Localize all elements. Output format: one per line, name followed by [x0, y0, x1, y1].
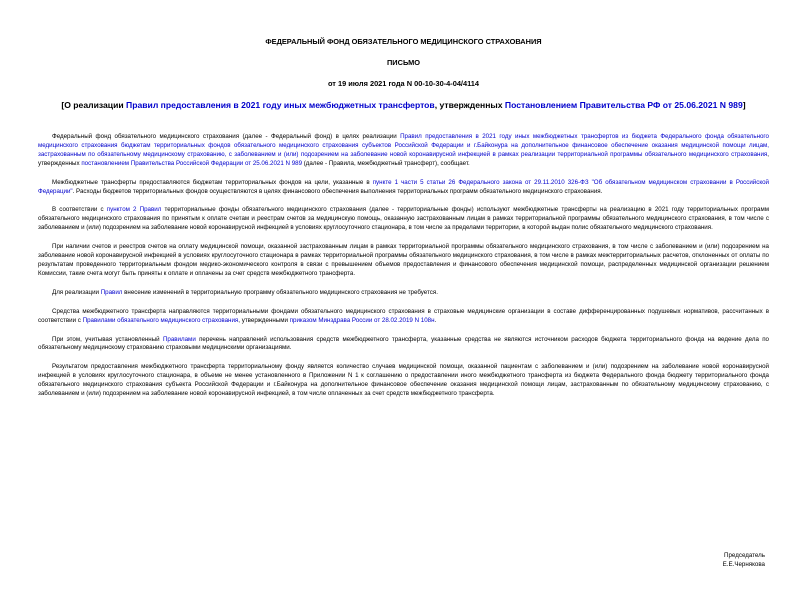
- paragraph-3-text-b: территориальные фонды обязательного медицинского страхования (далее - территориальные фонды) используют межбюджетные трансферты на реализацию в 2021 году территориальных программ обязательного медицинского страхования по принятым к оплате счетам и реестрам счетов за медицинскую помощь, оказанную застрахованным лицам в рамках территориальной программы обязательного медицинского страхования, в том числе с заболеванием и (или) подозрением на заболевание новой коронавирусной инфекцией в условиях круглосуточного стационара, в том числе за пределами территории, в которой выдан полис обязательного медицинского страхования.: [38, 206, 769, 232]
- rules-clause-2-link[interactable]: пунктом 2 Правил: [106, 206, 162, 214]
- title-open: [О реализации: [61, 100, 127, 110]
- paragraph-8-text: Результатом предоставления межбюджетного трансферта территориальному фонду является количество случаев медицинской помощи, оказанной пациентам с заболеванием и (или) подозрением на заболевание новой коронавирусной инфекцией в условиях круглосуточного стационара, в объеме не менее установленного в Приложении N 1 к соглашению о предоставлении иного межбюджетного трансферта из бюджета Федерального фонда бюджету территориального фонда обязательного медицинского страхования субъекта Российской Федерации и г.Байконура на дополнительное финансовое обеспечение оказания медицинской помощи лицам, застрахованным по обязательному медицинскому страхованию, с заболеванием и (или) подозрением на заболевание новой коронавирусной инфекцией, в том числе оплаченных за счет средств межбюджетного трансферта.: [38, 363, 769, 398]
- paragraph-5: [38, 289, 769, 298]
- paragraph-6-text-a: Средства межбюджетного трансферта направляются территориальными фондами обязательного медицинского страхования в страховые медицинские организации в составе дифференцированных подушевых нормативов, рассчитанных в соответствии с: [38, 307, 769, 324]
- signature-block: [723, 551, 765, 569]
- document-page: [0, 37, 807, 608]
- rules-link[interactable]: Правил предоставления в 2021 году иных межбюджетных трансфертов из бюджета Федерального фонда обязательного медицинского страхования бюджетам территориальных фондов обязательного медицинского страхования субъектов Российской Федерации и г.Байконура на дополнительное финансовое обеспечение оказания медицинской помощи лицам, застрахованным по обязательному медицинскому страхованию, с заболеванием и (или) подозрением на заболевание новой коронавирусной инфекцией в рамках реализации территориальной программы обязательного медицинского страхования: [38, 133, 769, 158]
- paragraph-4: [38, 243, 769, 279]
- paragraph-6: [38, 308, 769, 326]
- title-mid: , утвержденных: [434, 100, 505, 110]
- title-resolution-link[interactable]: Постановлением Правительства РФ от 25.06.2021 N 989: [504, 100, 743, 110]
- paragraph-7: [38, 336, 769, 354]
- paragraph-2-text-a: Межбюджетные трансферты предоставляются бюджетам территориальных фондов на цели, указанные в: [52, 178, 373, 186]
- paragraph-5-text-a: Для реализации: [52, 288, 101, 296]
- paragraph-1-text-a: Федеральный фонд обязательного медицинского страхования (далее - Федеральный фонд) в целях реализации: [52, 133, 401, 140]
- paragraph-3: [38, 206, 769, 233]
- document-body: [38, 133, 769, 399]
- signatory-name: Е.Е.Чернякова: [722, 561, 765, 568]
- title-rules-link[interactable]: Правил предоставления в 2021 году иных межбюджетных трансфертов: [126, 100, 435, 110]
- paragraph-8: [38, 363, 769, 399]
- signatory-role: Председатель: [724, 552, 765, 559]
- title-close: ]: [742, 100, 746, 110]
- minzdrav-order-link[interactable]: приказом Минздрава России от 28.02.2019 N 108н: [289, 316, 435, 324]
- paragraph-6-text-b: , утвержденными: [238, 316, 290, 324]
- resolution-link[interactable]: постановлением Правительства Российской Федерации от 25.06.2021 N 989: [81, 159, 303, 167]
- issuing-organization: ФЕДЕРАЛЬНЫЙ ФОНД ОБЯЗАТЕЛЬНОГО МЕДИЦИНСКОГО СТРАХОВАНИЯ: [265, 37, 542, 46]
- paragraph-1-text-b: , утвержденных: [38, 150, 769, 167]
- paragraph-6-text-c: .: [434, 316, 437, 324]
- paragraph-1: [38, 133, 769, 169]
- rules-instrumental-link[interactable]: Правилами: [162, 335, 196, 343]
- document-title: [38, 100, 769, 111]
- paragraph-7-text-b: перечень направлений использования средств межбюджетного трансферта, указанные средства не являются источником расходов бюджета территориального фонда на ведение дела по обязательному медицинскому страхованию страховыми медицинскими организациями.: [38, 335, 769, 352]
- paragraph-5-text-b: внесение изменений в территориальную программу обязательного медицинского страхования не требуется.: [122, 288, 438, 296]
- paragraph-1-text-c: (далее - Правила, межбюджетный трансферт), сообщает.: [302, 159, 470, 167]
- paragraph-2-text-b: . Расходы бюджетов территориальных фондов осуществляются в целях финансового обеспечения выполнения территориальных программ обязательного медицинского страхования.: [72, 187, 603, 195]
- oms-rules-link[interactable]: Правилами обязательного медицинского страхования: [82, 316, 239, 324]
- paragraph-3-text-a: В соответствии с: [52, 206, 107, 214]
- document-kind: ПИСЬМО: [387, 58, 420, 67]
- paragraph-7-text-a: При этом, учитывая установленный: [52, 335, 163, 343]
- paragraph-4-text: При наличии счетов и реестров счетов на оплату медицинской помощи, оказанной застрахованным лицам в рамках территориальной программы обязательного медицинского страхования, в том числе с заболеванием и (или) подозрением на заболевание новой коронавирусной инфекцией в условиях круглосуточного стационара в рамках территориальной программы обязательного медицинского страхования, в том числе в рамках межтерриториальных расчетов, отклоненных от оплаты по результатам проведенного территориальным фондом медико-экономического контроля в связи с превышением объемов предоставления и финансового обеспечения медицинской помощи, распределенных медицинской организации решением Комиссии, такие счета могут быть приняты к оплате и оплачены за счет средств межбюджетного трансферта.: [38, 243, 769, 277]
- document-date-number: от 19 июля 2021 года N 00-10-30-4-04/4114: [327, 79, 480, 88]
- paragraph-2: [38, 179, 769, 197]
- rules-short-link[interactable]: Правил: [100, 288, 123, 296]
- federal-law-link[interactable]: пункте 1 части 5 статьи 26 Федерального закона от 29.11.2010 326-ФЗ "Об обязательном медицинском страховании в Российской Федерации": [38, 178, 770, 195]
